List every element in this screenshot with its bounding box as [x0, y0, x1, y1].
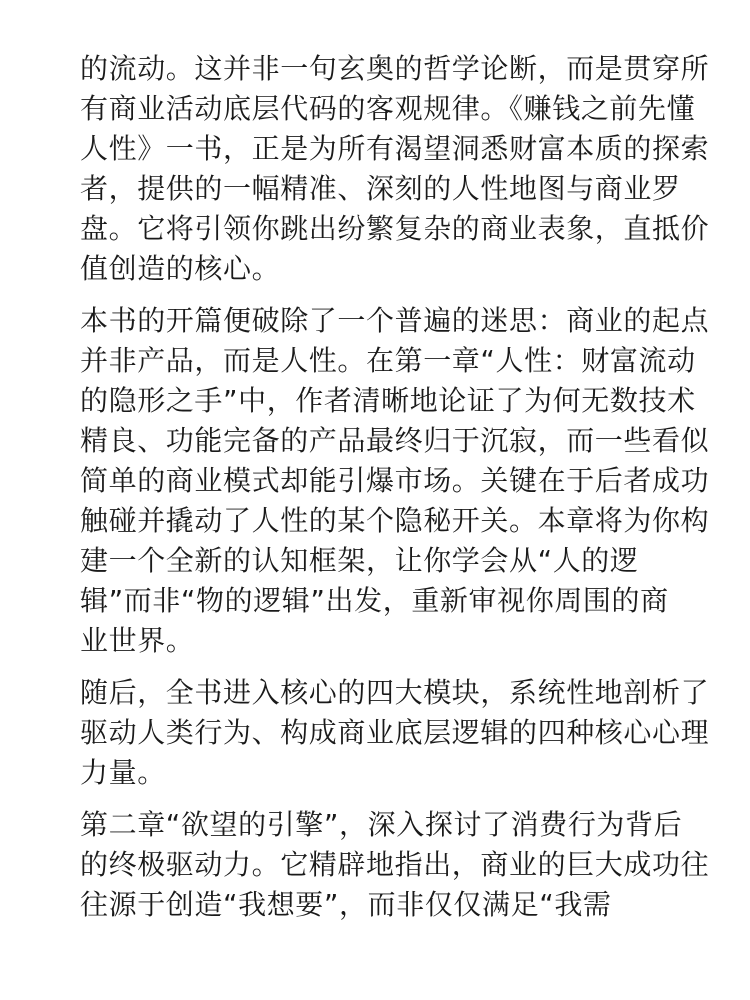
text-line: 精良、功能完备的产品最终归于沉寂，而一些看似 [80, 424, 710, 457]
paragraph-2 [80, 301, 710, 661]
paragraph-4 [80, 805, 710, 925]
text-line: 力量。 [80, 756, 166, 789]
text-line: 人性》一书，正是为所有渴望洞悉财富本质的探索 [80, 132, 710, 165]
text-line: 简单的商业模式却能引爆市场。关键在于后者成功 [80, 464, 710, 497]
paragraph-3 [80, 673, 710, 793]
paragraph-1 [80, 49, 710, 289]
text-line: 本书的开篇便破除了一个普遍的迷思：商业的起点 [80, 304, 710, 337]
text-line: 者，提供的一幅精准、深刻的人性地图与商业罗 [80, 172, 681, 205]
text-line: 建一个全新的认知框架，让你学会从“人的逻 [80, 544, 639, 577]
text-line: 并非产品，而是人性。在第一章“人性：财富流动 [80, 344, 696, 377]
text-line: 的隐形之手”中，作者清晰地论证了为何无数技术 [80, 384, 696, 417]
text-line: 随后，全书进入核心的四大模块，系统性地剖析了 [80, 676, 710, 709]
text-line: 触碰并撬动了人性的某个隐秘开关。本章将为你构 [80, 504, 710, 537]
text-line: 业世界。 [80, 624, 195, 657]
article-body [80, 49, 710, 925]
text-line: 的流动。这并非一句玄奥的哲学论断，而是贯穿所 [80, 52, 710, 85]
text-line: 盘。它将引领你跳出纷繁复杂的商业表象，直抵价 [80, 212, 710, 245]
text-line: 有商业活动底层代码的客观规律。《赚钱之前先懂 [80, 92, 696, 125]
text-line: 第二章“欲望的引擎”，深入探讨了消费行为背后 [80, 808, 683, 841]
text-line: 辑”而非“物的逻辑”出发，重新审视你周围的商 [80, 584, 669, 617]
text-line: 往源于创造“我想要”，而非仅仅满足“我需 [80, 888, 612, 921]
text-line: 值创造的核心。 [80, 252, 281, 285]
text-line: 驱动人类行为、构成商业底层逻辑的四种核心心理 [80, 716, 710, 749]
text-line: 的终极驱动力。它精辟地指出，商业的巨大成功往 [80, 848, 710, 881]
